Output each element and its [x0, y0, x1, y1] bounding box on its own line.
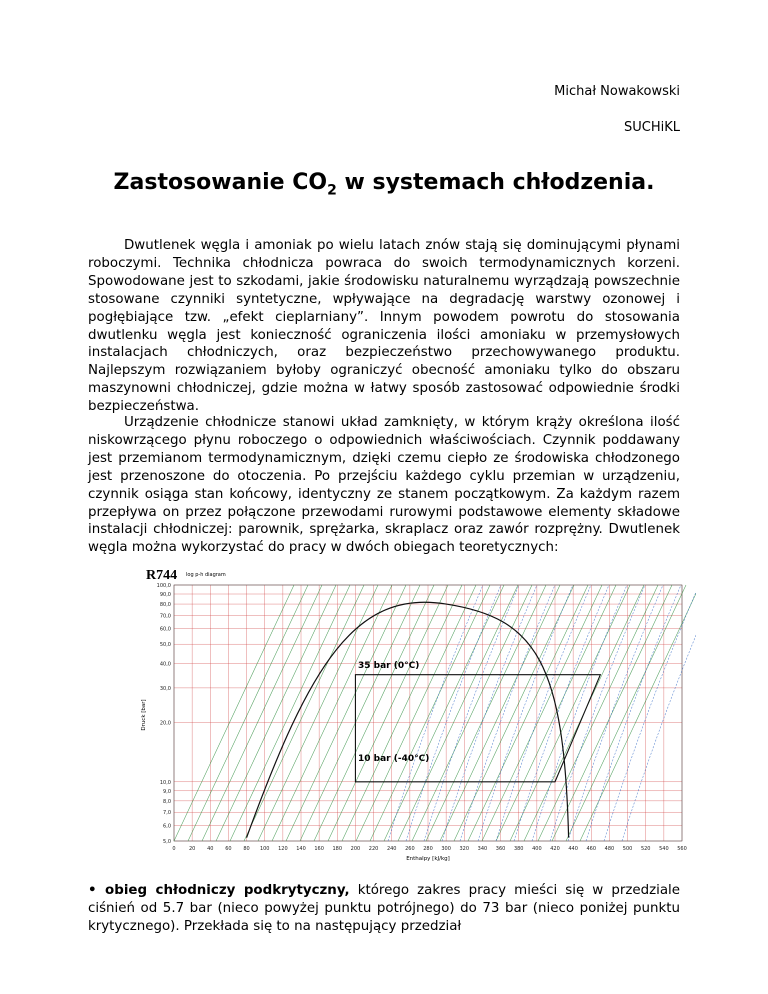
- paragraph-subcritical-cycle: [88, 882, 680, 936]
- x-tick-label: 240: [386, 846, 397, 852]
- y-tick-label: 8,0: [163, 798, 171, 805]
- x-tick-label: 260: [405, 846, 415, 852]
- y-tick-label: 70,0: [159, 613, 171, 620]
- organization-name: SUCHiKL: [624, 120, 680, 135]
- x-tick-label: 40: [207, 846, 214, 852]
- x-tick-label: 460: [586, 846, 597, 852]
- cycle-label-low: 10 bar (-40°C): [358, 754, 430, 764]
- x-tick-label: 300: [441, 846, 451, 852]
- bullet-term: • obieg chłodniczy podkrytyczny,: [88, 883, 350, 898]
- x-tick-label: 180: [332, 846, 343, 852]
- paragraph-refrigeration-system: Urządzenie chłodnicze stanowi układ zamknięty, w którym krąży określona ilość niskowrzącego płynu roboczego o odpowiednich właściwościach. Czynnik poddawany jest przemianom termodynamicznym, dzięki czemu ciepło ze środowiska chłodzonego jest przenoszone do otoczenia. Po przejściu każdego cyklu przemian w urządzeniu, czynnik osiąga stan końcowy, identyczny ze stanem początkowym. Za każdym razem przepływa on przez połączone przewodami rurowymi podstawowe elementy składowe instalacji chłodniczej: parownik, sprężarka, skraplacz oraz zawór rozprężny. Dwutlenek węgla można wykorzystać do pracy w dwóch obiegach teoretycznych:: [88, 415, 680, 556]
- x-tick-label: 520: [640, 846, 651, 852]
- x-tick-label: 140: [296, 846, 306, 852]
- y-tick-label: 9,0: [163, 788, 171, 795]
- x-tick-label: 400: [532, 846, 542, 852]
- x-tick-label: 60: [225, 846, 232, 852]
- ph-diagram-chart: [138, 565, 696, 863]
- y-tick-label: 30,0: [159, 685, 171, 692]
- y-tick-label: 5,0: [163, 839, 171, 845]
- title-subscript: 2: [327, 182, 337, 199]
- y-tick-label: 20,0: [159, 720, 171, 727]
- x-tick-label: 80: [243, 846, 250, 852]
- x-tick-label: 360: [495, 846, 506, 852]
- y-tick-label: 80,0: [159, 602, 171, 609]
- x-tick-label: 220: [368, 846, 379, 852]
- x-tick-label: 540: [659, 846, 669, 852]
- y-tick-label: 7,0: [163, 810, 171, 817]
- x-axis-label: Enthalpy [kJ/kg]: [406, 856, 450, 862]
- chart-background: [138, 565, 696, 863]
- x-tick-label: 500: [622, 846, 633, 852]
- x-tick-label: 340: [477, 846, 488, 852]
- author-name: Michał Nowakowski: [554, 84, 680, 99]
- x-tick-label: 20: [188, 846, 196, 852]
- y-tick-label: 100,0: [156, 583, 171, 589]
- bullet-description: którego zakres pracy mieści się w przedziale ciśnień od 5.7 bar (nieco powyżej punktu potrójnego) do 73 bar (nieco poniżej punktu krytycznego). Przekłada się to na następujący przedział: [88, 883, 681, 934]
- x-tick-label: 440: [568, 846, 578, 852]
- title-part-1: Zastosowanie CO: [113, 170, 328, 195]
- cycle-label-high: 35 bar (0°C): [358, 661, 420, 671]
- y-axis-label: Druck [bar]: [141, 699, 147, 731]
- x-tick-label: 200: [350, 846, 361, 852]
- y-tick-label: 6,0: [163, 823, 171, 830]
- x-tick-label: 0: [172, 846, 176, 852]
- x-tick-label: 160: [314, 846, 324, 852]
- x-tick-label: 480: [604, 846, 615, 852]
- title-part-2: w systemach chłodzenia.: [336, 170, 655, 195]
- x-tick-label: 100: [259, 846, 270, 852]
- x-tick-label: 420: [550, 846, 560, 852]
- chart-subtitle: log p-h diagram: [186, 572, 226, 578]
- x-tick-label: 380: [513, 846, 524, 852]
- y-tick-label: 50,0: [159, 642, 171, 649]
- chart-title: R744: [146, 568, 178, 583]
- x-tick-label: 280: [423, 846, 433, 852]
- paragraph-intro: Dwutlenek węgla i amoniak po wielu latach znów stają się dominującymi płynami roboczymi. Technika chłodnicza powraca do swoich termodynamicznych korzeni. Spowodowane jest to szkodami, jakie środowisku naturalnemu wyrządzają powszechnie stosowane czynniki syntetyczne, wpływające na degradację warstwy ozonowej i pogłębiające tzw. „efekt cieplarniany”. Innym powodem powrotu do stosowania dwutlenku węgla jest konieczność ograniczenia ilości amoniaku w przemysłowych instalacjach chłodniczych, oraz bezpieczeństwo przechowywanego produktu. Najlepszym rozwiązaniem byłoby ograniczyć obecność amoniaku tylko do obszaru maszynowni chłodniczej, gdzie można w łatwy sposób zastosować odpowiednie środki bezpieczeństwa.: [88, 238, 680, 415]
- x-tick-label: 120: [278, 846, 288, 852]
- y-tick-label: 10,0: [159, 779, 171, 786]
- y-tick-label: 60,0: [159, 626, 171, 633]
- y-tick-label: 90,0: [159, 592, 171, 599]
- x-tick-label: 320: [459, 846, 470, 852]
- x-tick-label: 560: [677, 846, 687, 852]
- document-title: [0, 170, 768, 198]
- y-tick-label: 40,0: [159, 661, 171, 668]
